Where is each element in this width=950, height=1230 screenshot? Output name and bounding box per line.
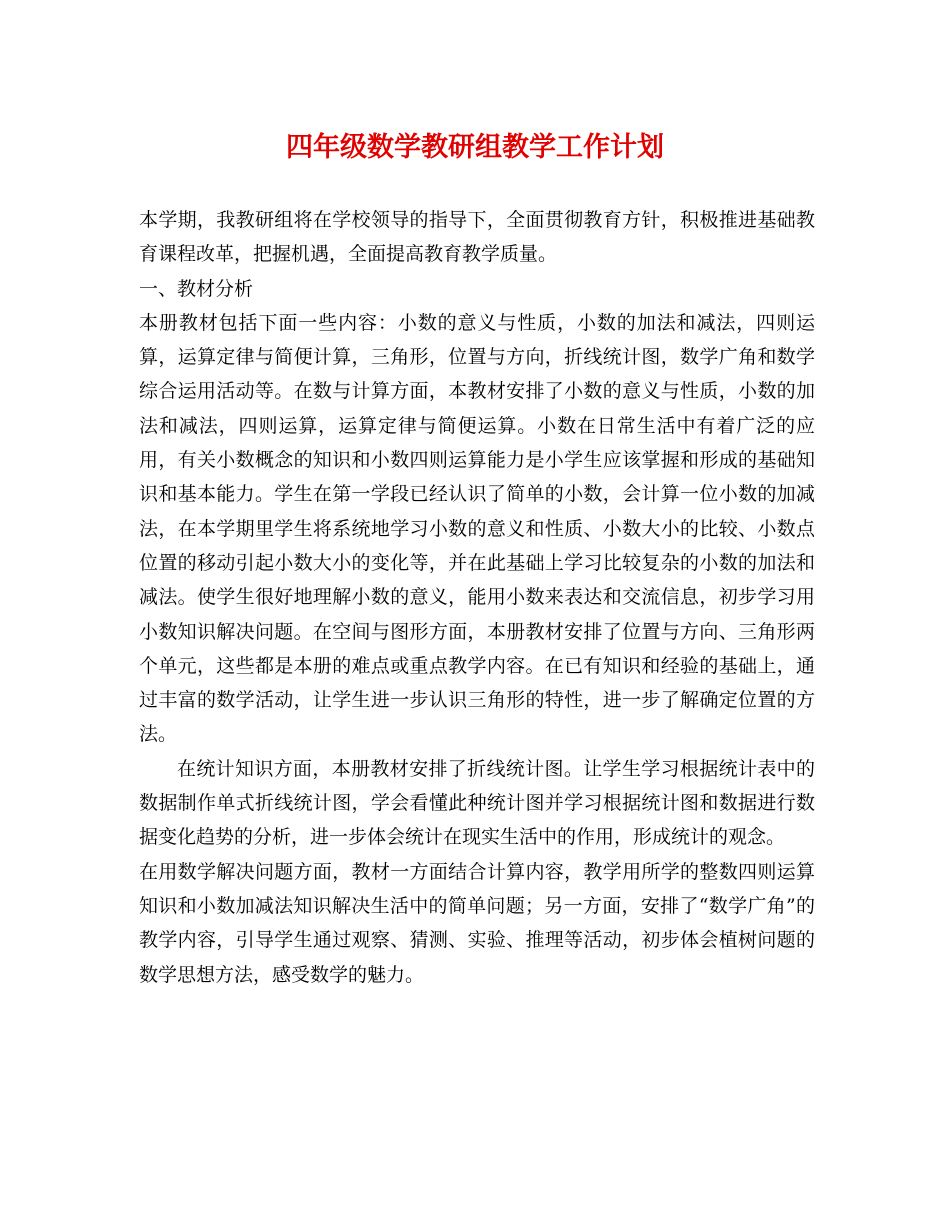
textbook-content-paragraph: 本册教材包括下面一些内容：小数的意义与性质，小数的加法和减法，四则运算，运算定律与简便计算，三角形，位置与方向，折线统计图，数学广角和数学综合运用活动等。在数与计算方面，本教材安排了小数的意义与性质，小数的加法和减法，四则运算，运算定律与简便运算。小数在日常生活中有着广泛的应用，有关小数概念的知识和小数四则运算能力是小学生应该掌握和形成的基础知识和基本能力。学生在第一学段已经认识了简单的小数，会计算一位小数的加减法，在本学期里学生将系统地学习小数的意义和性质、小数大小的比较、小数点位置的移动引起小数大小的变化等，并在此基础上学习比较复杂的小数的加法和减法。使学生很好地理解小数的意义，能用小数来表达和交流信息，初步学习用小数知识解决问题。在空间与图形方面，本册教材安排了位置与方向、三角形两个单元，这些都是本册的难点或重点教学内容。在已有知识和经验的基础上，通过丰富的数学活动，让学生进一步认识三角形的特性，进一步了解确定位置的方法。 (139, 311, 815, 746)
statistics-paragraph: 在统计知识方面，本册教材安排了折线统计图。让学生学习根据统计表中的数据制作单式折线统计图，学会看懂此种统计图并学习根据统计图和数据进行数据变化趋势的分析，进一步体会统计在现实生活中的作用，形成统计的观念。 (139, 757, 815, 849)
section-heading-textbook-analysis: 一、教材分析 (139, 277, 254, 300)
document-title: 四年级数学教研组教学工作计划 (286, 132, 664, 163)
problem-solving-paragraph: 在用数学解决问题方面，教材一方面结合计算内容，教学用所学的整数四则运算知识和小数加减法知识解决生活中的简单问题；另一方面，安排了“数学广角”的教学内容，引导学生通过观察、猜测、实验、推理等活动，初步体会植树问题的数学思想方法，感受数学的魅力。 (139, 860, 815, 986)
intro-paragraph: 本学期，我教研组将在学校领导的指导下，全面贯彻教育方针，积极推进基础教育课程改革，把握机遇，全面提高教育教学质量。 (139, 209, 815, 266)
document-body (139, 203, 815, 992)
